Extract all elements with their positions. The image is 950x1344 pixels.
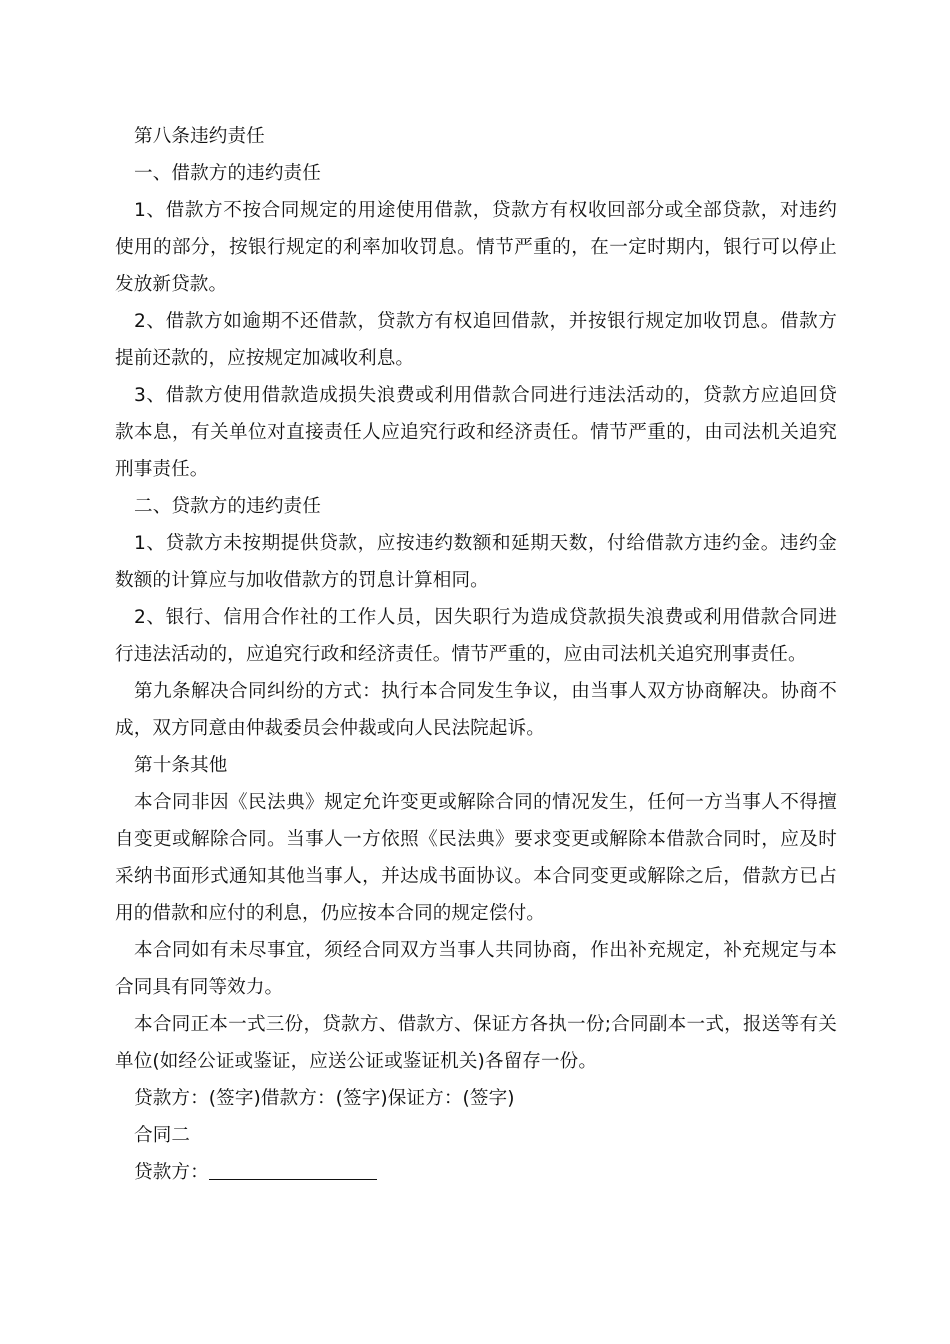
article-8-heading: 第八条违约责任 xyxy=(134,126,265,147)
contract-two-heading: 合同二 xyxy=(134,1125,191,1146)
article-9-paragraph: 第九条解决合同纠纷的方式：执行本合同发生争议，由当事人双方协商解决。协商不成，双方同意由仲裁委员会仲裁或向人民法院起诉。 xyxy=(115,681,837,739)
paragraph-lender-clause-2: 2、银行、信用合作社的工作人员，因失职行为造成贷款损失浪费或利用借款合同进行违法活动的，应追究行政和经济责任。情节严重的，应由司法机关追究刑事责任。 xyxy=(115,607,837,665)
section-heading-borrower-liability: 一、借款方的违约责任 xyxy=(134,163,321,184)
paragraph-lender-clause-1: 1、贷款方未按期提供贷款，应按违约数额和延期天数，付给借款方违约金。违约金数额的计算应与加收借款方的罚息计算相同。 xyxy=(115,533,837,591)
lender-blank-field[interactable] xyxy=(209,1159,377,1180)
lender-field-line xyxy=(115,1154,837,1191)
paragraph-modification-terms: 本合同非因《民法典》规定允许变更或解除合同的情况发生，任何一方当事人不得擅自变更或解除合同。当事人一方依照《民法典》要求变更或解除本借款合同时，应及时采纳书面形式通知其他当事人，并达成书面协议。本合同变更或解除之后，借款方已占用的借款和应付的利息，仍应按本合同的规定偿付。 xyxy=(115,792,837,924)
lender-field-label: 贷款方： xyxy=(134,1162,209,1183)
paragraph-borrower-clause-3: 3、借款方使用借款造成损失浪费或利用借款合同进行违法活动的，贷款方应追回贷款本息，有关单位对直接责任人应追究行政和经济责任。情节严重的，由司法机关追究刑事责任。 xyxy=(115,385,837,480)
section-heading-lender-liability: 二、贷款方的违约责任 xyxy=(134,496,321,517)
signature-line: 贷款方：(签字)借款方：(签字)保证方：(签字) xyxy=(134,1088,515,1109)
document-page xyxy=(115,118,837,1191)
article-10-heading: 第十条其他 xyxy=(134,755,228,776)
paragraph-supplementary-terms: 本合同如有未尽事宜，须经合同双方当事人共同协商，作出补充规定，补充规定与本合同具有同等效力。 xyxy=(115,940,837,998)
paragraph-copies: 本合同正本一式三份，贷款方、借款方、保证方各执一份;合同副本一式，报送等有关单位(如经公证或鉴证，应送公证或鉴证机关)各留存一份。 xyxy=(115,1014,837,1072)
paragraph-borrower-clause-1: 1、借款方不按合同规定的用途使用借款，贷款方有权收回部分或全部贷款，对违约使用的部分，按银行规定的利率加收罚息。情节严重的，在一定时期内，银行可以停止发放新贷款。 xyxy=(115,200,837,295)
paragraph-borrower-clause-2: 2、借款方如逾期不还借款，贷款方有权追回借款，并按银行规定加收罚息。借款方提前还款的，应按规定加减收利息。 xyxy=(115,311,837,369)
